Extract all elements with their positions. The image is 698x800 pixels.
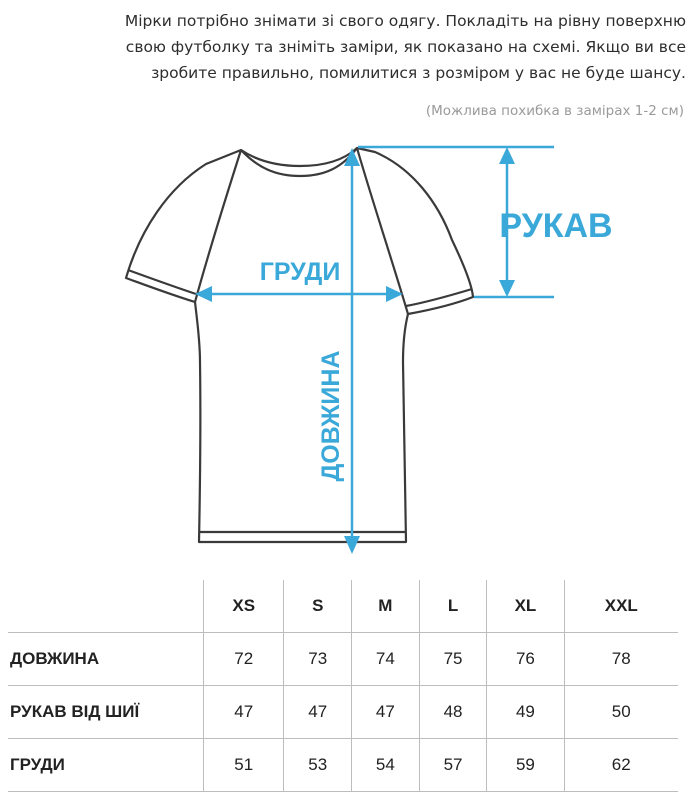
- table-cell: 78: [564, 633, 678, 686]
- sleeve-label: РУКАВ: [499, 207, 613, 245]
- table-cell: 74: [352, 633, 420, 686]
- table-cell: 47: [204, 686, 284, 739]
- table-cell: 57: [419, 739, 487, 792]
- table-cell: 54: [352, 739, 420, 792]
- instructions-line-3: зробите правильно, помилитися з розміром у вас не буде шансу.: [151, 64, 686, 82]
- instructions-line-1: Мірки потрібно знімати зі свого одягу. Покладіть на рівну поверхню: [124, 12, 686, 30]
- tshirt-measurement-diagram: [0, 130, 698, 570]
- table-cell: 59: [487, 739, 564, 792]
- instructions-line-2: свою футболку та зніміть заміри, як показано на схемі. Якщо ви все: [125, 38, 686, 56]
- length-measurement-marker: [344, 148, 360, 554]
- table-cell: 49: [487, 686, 564, 739]
- size-header-xxl: XXL: [564, 580, 678, 633]
- row-label-sleeve: РУКАВ ВІД ШИЇ: [8, 686, 204, 739]
- instructions-text: [6, 8, 686, 86]
- chest-measurement-marker: [195, 286, 403, 302]
- tshirt-outline-icon: [126, 148, 473, 542]
- table-row: [8, 686, 678, 739]
- table-cell: 53: [284, 739, 352, 792]
- table-row: [8, 633, 678, 686]
- size-header-l: L: [419, 580, 487, 633]
- table-row: [8, 739, 678, 792]
- table-cell: 75: [419, 633, 487, 686]
- size-header-xs: XS: [204, 580, 284, 633]
- table-cell: 47: [352, 686, 420, 739]
- chest-label: ГРУДИ: [259, 258, 341, 286]
- size-chart-table: [8, 580, 678, 792]
- size-header-corner: [8, 580, 204, 633]
- table-cell: 48: [419, 686, 487, 739]
- table-cell: 47: [284, 686, 352, 739]
- table-cell: 76: [487, 633, 564, 686]
- table-cell: 51: [204, 739, 284, 792]
- size-header-m: M: [352, 580, 420, 633]
- measurement-error-note: (Можлива похибка в замірах 1-2 см): [425, 103, 684, 119]
- size-header-xl: XL: [487, 580, 564, 633]
- row-label-chest: ГРУДИ: [8, 739, 204, 792]
- table-cell: 73: [284, 633, 352, 686]
- table-cell: 72: [204, 633, 284, 686]
- size-header-row: [8, 580, 678, 633]
- table-cell: 50: [564, 686, 678, 739]
- length-label: ДОВЖИНА: [317, 350, 345, 482]
- size-header-s: S: [284, 580, 352, 633]
- table-cell: 62: [564, 739, 678, 792]
- row-label-length: ДОВЖИНА: [8, 633, 204, 686]
